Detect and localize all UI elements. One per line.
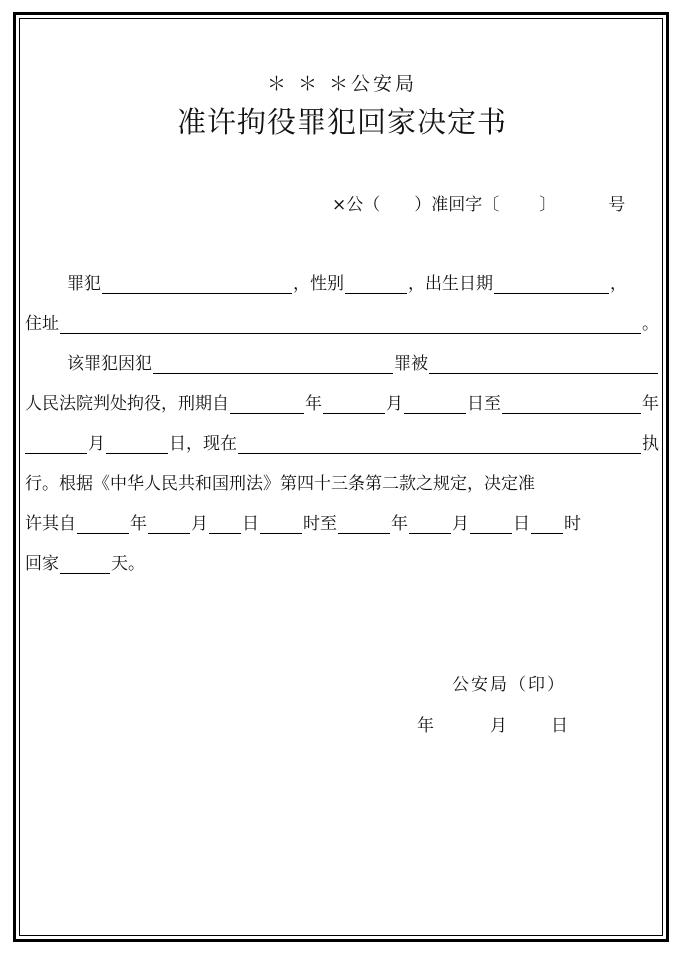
field-leave-start-year[interactable] <box>77 513 129 534</box>
body-line-2: 住址 。 <box>25 308 659 334</box>
body-line-6 <box>25 468 659 494</box>
field-gender[interactable] <box>345 273 407 294</box>
label-sentenced-by: 罪被 <box>394 354 428 374</box>
body-line-3 <box>25 348 659 374</box>
label-criminal: 罪犯 <box>67 274 101 294</box>
label-birth-date: ，出生日期 <box>408 274 493 294</box>
field-leave-end-day[interactable] <box>470 513 512 534</box>
label-crime: 该罪犯因犯 <box>67 354 152 374</box>
field-term-start-month[interactable] <box>323 393 385 414</box>
field-court[interactable] <box>429 353 658 374</box>
field-term-end-day[interactable] <box>106 433 168 454</box>
field-address[interactable] <box>60 313 641 334</box>
field-term-end-month[interactable] <box>25 433 87 454</box>
label-allow-from: 许其自 <box>25 514 76 534</box>
field-execution-place[interactable] <box>238 433 641 454</box>
label-address: 住址 <box>25 314 59 334</box>
body-line-7: 许其自 年 月 日 时至 年 月 日 时 <box>25 508 659 534</box>
signature-authority-seal: 公安局（印） <box>452 675 566 695</box>
field-crime[interactable] <box>153 353 393 374</box>
docno-suffix: 号 <box>608 195 626 215</box>
signature-date: 年 月 日 <box>417 716 568 736</box>
label-gender: ，性别 <box>293 274 344 294</box>
field-term-start-year[interactable] <box>230 393 304 414</box>
docno-bracket-close: 〕 <box>539 195 557 215</box>
field-leave-end-month[interactable] <box>409 513 451 534</box>
field-birth-date[interactable] <box>494 273 609 294</box>
document-title: 准许拘役罪犯回家决定书 <box>176 105 507 139</box>
body-line-5: 月 日，现在 执 <box>25 428 659 454</box>
docno-prefix: ×公（ <box>332 195 381 215</box>
label-go-home: 回家 <box>25 554 59 574</box>
field-leave-end-hour[interactable] <box>531 513 563 534</box>
field-criminal-name[interactable] <box>102 273 292 294</box>
field-leave-end-year[interactable] <box>338 513 390 534</box>
field-leave-start-month[interactable] <box>148 513 190 534</box>
document-number <box>332 190 625 215</box>
body-line-1: 罪犯 ，性别 ，出生日期 ， <box>25 268 659 294</box>
field-term-end-year[interactable] <box>502 393 641 414</box>
field-leave-days[interactable] <box>60 553 110 574</box>
issuing-authority: ＊ ＊ ＊公安局 <box>266 73 418 95</box>
legal-basis-text: 行。根据《中华人民共和国刑法》第四十三条第二款之规定，决定准 <box>25 474 535 494</box>
docno-middle: ）准回字〔 <box>414 195 500 215</box>
field-leave-start-day[interactable] <box>209 513 241 534</box>
body-line-4: 人民法院判处拘役，刑期自 年 月 日至 年 <box>25 388 659 414</box>
field-leave-start-hour[interactable] <box>260 513 302 534</box>
body-line-8: 回家 天。 <box>25 548 659 574</box>
field-term-start-day[interactable] <box>404 393 466 414</box>
label-court-sentence: 人民法院判处拘役，刑期自 <box>25 394 229 414</box>
